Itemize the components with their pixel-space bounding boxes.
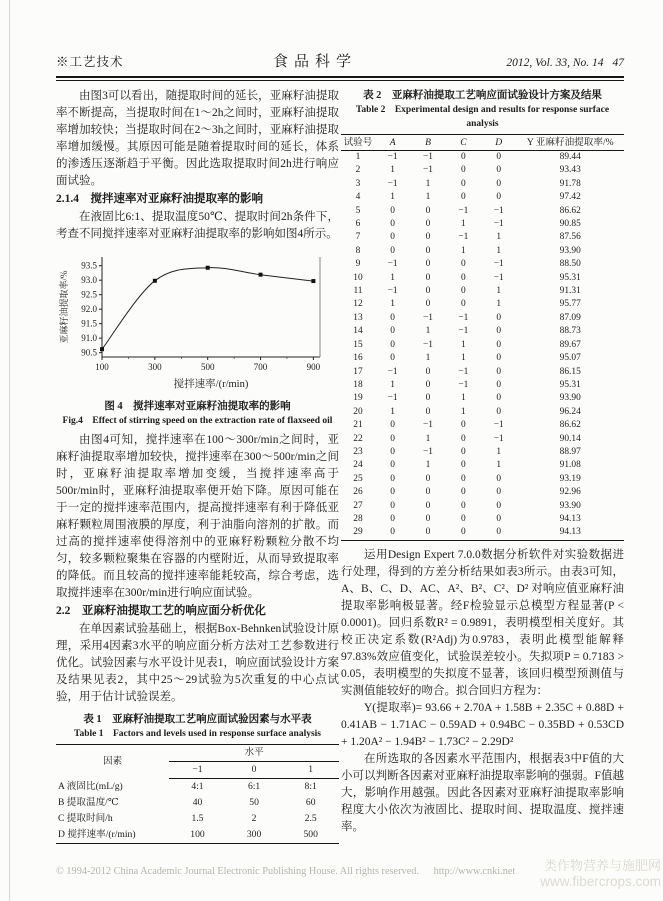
table-cell: 0 <box>425 366 431 377</box>
table-cell: 100 <box>190 829 205 840</box>
table-cell: 95.31 <box>559 379 581 390</box>
table-cell: 18 <box>353 379 363 390</box>
table-cell: −1 <box>423 446 433 457</box>
table-cell: 94.13 <box>559 513 581 524</box>
table1-level-header: 水平 <box>169 745 339 762</box>
table-cell: 1 <box>496 446 502 457</box>
table-cell: 0 <box>390 420 395 431</box>
table-cell: 0 <box>390 527 395 538</box>
table-cell: 21 <box>353 420 363 431</box>
table-cell: 1 <box>425 178 431 189</box>
table-cell: 93.90 <box>559 393 581 404</box>
table-cell: 0 <box>425 219 431 230</box>
table-cell: 91.08 <box>559 460 581 471</box>
table-cell: 0 <box>425 205 431 216</box>
figure4 <box>56 247 339 397</box>
table1-factor-header: 因素 <box>103 755 123 767</box>
table-cell: 2.5 <box>304 813 317 824</box>
table-cell: 87.09 <box>559 312 581 323</box>
paragraph-stirring-intro: 在液固比6:1、提取温度50℃、提取时间2h条件下，考查不同搅拌速率对亚麻籽油提取率的影响如图4所示。 <box>56 211 339 240</box>
table-cell: 93.90 <box>559 500 581 511</box>
table-cell: 97.42 <box>559 192 581 203</box>
section-heading-2-1-4: 2.1.4 搅拌速率对亚麻籽油提取率的影响 <box>56 193 263 205</box>
table-cell: 1 <box>425 460 431 471</box>
table-cell: 1 <box>461 406 466 417</box>
table-cell: 1 <box>390 192 395 203</box>
table-cell: A 液固比(mL/g) <box>58 780 123 792</box>
table-cell: −1 <box>458 312 469 323</box>
table1-title-en: Table 1 Factors and levels used in response surface analysis <box>73 729 322 739</box>
svg-text:100: 100 <box>95 362 109 372</box>
table-cell: 0 <box>390 219 395 230</box>
table-cell: 1 <box>390 406 395 417</box>
table-cell: 0 <box>390 460 395 471</box>
table-cell: 6 <box>355 219 361 230</box>
table-cell: 0 <box>390 339 395 350</box>
table-cell: 0 <box>425 487 431 498</box>
table-row <box>341 325 624 338</box>
table-row <box>341 500 624 513</box>
table-cell: −1 <box>423 152 433 162</box>
table-cell: 86.15 <box>559 366 581 377</box>
svg-text:搅拌速率/(r/min): 搅拌速率/(r/min) <box>173 379 249 390</box>
table-cell: −1 <box>493 272 504 283</box>
svg-text:亚麻籽油提取率/%: 亚麻籽油提取率/% <box>59 270 69 344</box>
table-row <box>341 419 624 432</box>
table-cell: 96.24 <box>559 406 581 417</box>
table-cell: 0 <box>390 312 395 323</box>
table-cell: −1 <box>423 339 433 350</box>
table-cell: 0 <box>496 527 502 538</box>
journal-title: 食品科学 <box>272 54 357 70</box>
table-cell: 3 <box>355 178 361 189</box>
table-cell: 0 <box>390 232 395 243</box>
table-row <box>341 245 624 258</box>
paragraph-extraction-time: 由图3可以看出，随提取时间的延长，亚麻籽油提取率不断提高，当提取时间在1～2h之间时，亚麻籽油提取率增加较快；当提取时间在2～3h之间时，亚麻籽油提取率增加缓慢。其原因可能是随着提取时间的延长，体系的渗透压逐渐趋于平衡。因此选取提取时间2h进行响应面试验。 <box>56 90 339 187</box>
table-cell: 1 <box>425 353 431 364</box>
table-cell: 95.31 <box>559 272 581 283</box>
table-cell: 88.50 <box>559 259 581 270</box>
svg-text:91.5: 91.5 <box>81 318 97 329</box>
table-cell: −1 <box>458 205 469 216</box>
table-row <box>341 298 624 311</box>
table-row <box>341 352 624 365</box>
table-cell: −1 <box>458 232 469 243</box>
table-cell: C 提取时间/h <box>58 813 113 824</box>
issue-text: 2012, Vol. 33, No. 14 <box>506 57 604 69</box>
paragraph-stirring-discussion: 由图4可知，搅拌速率在100～300r/min之间时，亚麻籽油提取率增加较快，搅拌速率在300～500r/min之间时，亚麻籽油提取率增加变缓，当搅拌速率高于500r/min时，亚麻籽油提取率便开始下降。原因可能在于一定的搅拌速率范围内，提高搅拌速率有利于降低亚麻籽颗粒周围液膜的厚度，利于油脂向溶剂的扩散。而过高的搅拌速率使得溶剂中的亚麻籽粉颗粒分散不均匀，较多颗粒聚集在容器的内壁附近，从而导致提取率的降低。而且较高的搅拌速率能耗较高，综合考虑，选取搅拌速率在300r/min进行响应面试验。 <box>56 434 339 599</box>
table-cell: 11 <box>353 286 363 297</box>
table-row <box>56 795 339 811</box>
table-cell: 88.73 <box>559 326 581 337</box>
table-cell: 0 <box>496 379 502 390</box>
footer-url: http://www.cnki.net <box>433 866 516 877</box>
table-row <box>341 164 624 177</box>
table-cell: 1 <box>390 272 395 283</box>
table-cell: 0 <box>425 232 431 243</box>
regression-equation: Y(提取率)= 93.66 + 2.70A + 1.58B + 2.35C + 0.88D + 0.41AB − 1.71AC − 0.59AD + 0.94BC − 0.35BD + 0.53CD + 1.20A² − 1.94B² − 1.73C² − 2.29D² <box>341 701 624 748</box>
journal-issue-info <box>506 57 624 69</box>
table-cell: 0 <box>425 259 431 270</box>
table2-header-c: C <box>446 135 481 151</box>
table-cell: 0 <box>461 460 466 471</box>
table-cell: 0 <box>425 513 431 524</box>
table-cell: 1 <box>496 232 502 243</box>
table-cell: 93.90 <box>559 245 581 256</box>
table-row <box>341 433 624 446</box>
table-cell: 1 <box>461 353 466 364</box>
table-cell: 1 <box>425 326 431 337</box>
table-row <box>341 526 624 540</box>
table-cell: 90.85 <box>559 219 581 230</box>
table-row <box>341 486 624 499</box>
table-row <box>341 392 624 405</box>
table-cell: 0 <box>496 339 502 350</box>
table-cell: 0 <box>390 326 395 337</box>
left-column <box>56 88 339 844</box>
table-cell: −1 <box>387 366 398 377</box>
watermark <box>540 858 661 890</box>
table-cell: 86.62 <box>559 205 581 216</box>
table-cell: 14 <box>353 326 363 337</box>
svg-text:300: 300 <box>148 362 162 372</box>
table-cell: 2 <box>355 165 361 176</box>
table-cell: 93.19 <box>559 473 581 484</box>
table-cell: 89.67 <box>559 339 581 350</box>
paragraph-anova: 运用Design Expert 7.0.0数据分析软件对实验数据进行处理，得到的方差分析结果如表3所示。由表3可知，A、B、C、D、AC、A²、B²、C²、D² 对响应值亚麻籽油提取率影响极显著。经F检验显示总模型方程显著(P < 0.0001)。回归系数R² = 0.9891，表明模型相关度好。其校正决定系数(R²Adj)为0.9783，表明此模型能解释97.83%效应值变化，试验误差较小。失拟项P = 0.7183 > 0.05，表明模型的失拟度不显著，该回归模型预测值与实测值能较好的吻合。拟合回归方程为： <box>341 548 624 697</box>
table-cell: 94.13 <box>559 527 581 538</box>
table-cell: 0 <box>425 299 431 310</box>
svg-text:93.0: 93.0 <box>81 275 97 286</box>
table-cell: 0 <box>496 326 502 337</box>
table2-header-a: A <box>375 135 410 151</box>
svg-text:700: 700 <box>253 362 268 372</box>
table-row <box>341 231 624 244</box>
table-row <box>341 406 624 419</box>
table-cell: 0 <box>390 473 395 484</box>
table-cell: 0 <box>425 245 431 256</box>
table-cell: 8:1 <box>304 781 317 792</box>
table-cell: −1 <box>493 433 504 444</box>
header-double-rule <box>56 76 624 81</box>
table-cell: 1 <box>461 339 466 350</box>
paragraph-factor-ranking: 在所选取的各因素水平范围内，根据表3中F值的大小可以判断各因素对亚麻籽油提取率影响的强弱。F值越大，影响作用越强。因此各因素对亚麻籽油提取率影响程度大小依次为液固比、提取时间、提取温度、搅拌速率。 <box>341 752 624 833</box>
table-cell: −1 <box>458 366 469 377</box>
table-cell: 92.96 <box>559 487 581 498</box>
table-cell: −1 <box>387 178 398 189</box>
table-cell: 0 <box>461 446 466 457</box>
table-cell: −1 <box>458 326 469 337</box>
table-cell: 0 <box>390 513 395 524</box>
table-cell: −1 <box>387 259 398 270</box>
table-cell: −1 <box>493 259 504 270</box>
table-cell: 16 <box>353 353 363 364</box>
table-cell: 7 <box>355 232 361 243</box>
table-cell: 4:1 <box>191 781 204 792</box>
table-cell: 300 <box>246 829 262 840</box>
table-cell: 0 <box>425 500 431 511</box>
table-row <box>341 218 624 231</box>
svg-text:91.0: 91.0 <box>81 333 97 344</box>
table-cell: 0 <box>461 299 466 310</box>
table-cell: 5 <box>355 205 361 216</box>
table1-title-cn: 表 1 亚麻籽油提取工艺响应面试验因素与水平表 <box>83 714 312 725</box>
table-cell: 95.77 <box>559 299 581 310</box>
page-number: 47 <box>612 57 624 69</box>
table-cell: 1 <box>355 152 361 162</box>
table-row <box>56 779 339 796</box>
svg-text:900: 900 <box>306 362 321 372</box>
table-cell: 27 <box>353 500 363 511</box>
table-cell: 0 <box>461 513 466 524</box>
table-cell: 0 <box>496 178 502 189</box>
table-cell: 0 <box>496 513 502 524</box>
svg-text:93.5: 93.5 <box>81 260 97 271</box>
table-cell: 1 <box>496 245 502 256</box>
table-cell: 0 <box>496 192 502 203</box>
page-header <box>56 50 624 81</box>
table-cell: 13 <box>353 312 363 323</box>
table-cell: 1 <box>425 192 431 203</box>
table-cell: −1 <box>387 393 398 404</box>
table-cell: 0 <box>461 500 466 511</box>
table-cell: 1 <box>390 299 395 310</box>
table-cell: 0 <box>496 393 502 404</box>
table2-head <box>341 135 624 151</box>
table-cell: 87.56 <box>559 232 581 243</box>
table-cell: D 搅拌速率/(r/min) <box>58 829 136 840</box>
table-cell: 40 <box>192 797 203 808</box>
table-cell: 0 <box>496 406 502 417</box>
table-cell: 1.5 <box>191 813 204 824</box>
table1-level-col: 1 <box>282 762 339 779</box>
table-cell: 4 <box>355 192 361 203</box>
table-cell: 1 <box>496 299 502 310</box>
table-cell: 90.14 <box>559 433 581 444</box>
table1 <box>56 744 339 844</box>
table-cell: −1 <box>458 379 469 390</box>
table-row <box>341 366 624 379</box>
table-cell: 10 <box>353 272 363 283</box>
table-cell: 28 <box>353 513 363 524</box>
table-cell: −1 <box>493 205 504 216</box>
figure4-chart <box>56 247 339 397</box>
table-cell: 0 <box>425 286 431 297</box>
table-cell: 0 <box>390 353 395 364</box>
figure4-caption-en: Fig.4 Effect of stirring speed on the extraction rate of flaxseed oil <box>62 416 333 426</box>
watermark-site-url: www.fibercrops.com <box>540 874 661 889</box>
table-cell: 2 <box>251 813 257 824</box>
table-cell: 1 <box>461 245 466 256</box>
table-cell: 0 <box>425 406 431 417</box>
table-row <box>341 258 624 271</box>
table2-wrap <box>341 134 624 541</box>
table-cell: 500 <box>303 829 318 840</box>
table-cell: 1 <box>461 219 466 230</box>
table-row <box>341 151 624 165</box>
table2-title-en: Table 2 Experimental design and results for response surface analysis <box>355 105 610 129</box>
table1-head <box>56 745 339 779</box>
table-row <box>341 379 624 392</box>
table-row <box>341 205 624 218</box>
table-cell: 86.62 <box>559 420 581 431</box>
table-cell: 0 <box>390 205 395 216</box>
table-row <box>341 459 624 472</box>
table-cell: 26 <box>353 487 363 498</box>
table-cell: 0 <box>496 366 502 377</box>
table2 <box>341 134 624 541</box>
table-cell: 0 <box>390 446 395 457</box>
table-cell: −1 <box>423 165 433 176</box>
table-cell: −1 <box>423 312 433 323</box>
page-scan-edge <box>9 0 10 901</box>
table-cell: 0 <box>390 500 395 511</box>
watermark-site-name: 类作物营养与施肥网 <box>543 858 661 873</box>
table2-body <box>341 151 624 541</box>
table-cell: 0 <box>425 379 431 390</box>
table2-header-d: D <box>481 135 516 151</box>
table-cell: 1 <box>425 433 431 444</box>
table-cell: 0 <box>390 245 395 256</box>
header-section-label: ※工艺技术 <box>56 55 124 69</box>
table-cell: 25 <box>353 473 363 484</box>
table-cell: 0 <box>461 473 466 484</box>
table-cell: 22 <box>353 433 363 444</box>
table-cell: 50 <box>249 797 259 808</box>
table1-level-col: 0 <box>226 762 283 779</box>
figure4-caption-cn: 图 4 搅拌速率对亚麻籽油提取率的影响 <box>104 401 291 412</box>
table-cell: 0 <box>425 527 431 538</box>
table-cell: 0 <box>425 473 431 484</box>
section-heading-2-2: 2.2 亚麻籽油提取工艺的响应面分析优化 <box>56 605 266 617</box>
table-cell: 9 <box>355 259 361 270</box>
table-cell: 17 <box>353 366 363 377</box>
table-cell: 1 <box>496 460 502 471</box>
table-row <box>56 811 339 827</box>
paragraph-rsm-design: 在单因素试验基础上，根据Box-Behnken试验设计原理，采用4因素3水平的响应面分析方法对工艺参数进行优化。试验因素与水平设计见表1，响应面试验设计方案及结果见表2，其中25～29试验为5次重复的中心点试验，用于估计试验误差。 <box>56 623 339 703</box>
table1-level-col: −1 <box>169 762 226 779</box>
table-row <box>341 513 624 526</box>
table2-header-run: 试验号 <box>341 135 375 151</box>
table-row <box>341 446 624 459</box>
svg-text:92.0: 92.0 <box>81 304 97 315</box>
svg-text:92.5: 92.5 <box>81 289 97 300</box>
table-cell: 0 <box>496 353 502 364</box>
table-cell: B 提取温度/℃ <box>58 797 119 808</box>
table-cell: 0 <box>461 433 466 444</box>
table2-header-y: Y 亚麻籽油提取率/% <box>516 135 624 151</box>
table-cell: 8 <box>355 245 361 256</box>
table-row <box>341 285 624 298</box>
table-cell: 24 <box>353 460 363 471</box>
footer-copyright: © 1994-2012 China Academic Journal Electronic Publishing House. All rights reserved. <box>56 866 419 877</box>
right-column <box>341 88 624 836</box>
table-cell: 19 <box>353 393 363 404</box>
table-cell: 0 <box>461 420 466 431</box>
table-cell: 0 <box>496 312 502 323</box>
table-cell: 60 <box>305 797 316 808</box>
table-cell: −1 <box>493 219 504 230</box>
table-cell: 0 <box>461 286 466 297</box>
svg-text:90.5: 90.5 <box>81 347 97 358</box>
table-cell: 29 <box>353 527 363 538</box>
table1-body <box>56 779 339 844</box>
table-cell: 0 <box>390 433 395 444</box>
table-cell: 0 <box>496 165 502 176</box>
table-cell: 88.97 <box>559 446 581 457</box>
table-cell: 0 <box>461 152 466 162</box>
table-cell: 1 <box>390 379 395 390</box>
table-cell: 95.07 <box>559 353 581 364</box>
table-cell: 0 <box>425 272 431 283</box>
table-cell: −1 <box>423 420 433 431</box>
table-cell: 20 <box>353 406 363 417</box>
table-row <box>341 272 624 285</box>
table-cell: 0 <box>461 192 466 203</box>
table-row <box>341 473 624 486</box>
table-cell: 93.43 <box>559 165 581 176</box>
table-cell: 23 <box>353 446 363 457</box>
table-row <box>341 312 624 325</box>
table-row <box>341 178 624 191</box>
table-cell: 1 <box>390 165 395 176</box>
table-row <box>341 339 624 352</box>
table-cell: 91.31 <box>559 286 581 297</box>
table-cell: 0 <box>496 152 502 162</box>
table-cell: 0 <box>461 178 466 189</box>
table-cell: 0 <box>461 487 466 498</box>
table-cell: 0 <box>496 500 502 511</box>
table-cell: −1 <box>493 420 504 431</box>
table-cell: 0 <box>461 165 466 176</box>
table-cell: 89.44 <box>559 152 581 162</box>
table2-header-b: B <box>410 135 445 151</box>
table-cell: 0 <box>390 487 395 498</box>
table-cell: −1 <box>387 286 398 297</box>
table-cell: 1 <box>496 286 502 297</box>
table-row <box>56 827 339 844</box>
table-cell: 0 <box>461 259 466 270</box>
table2-title-cn: 表 2 亚麻籽油提取工艺响应面试验设计方案及结果 <box>363 90 602 101</box>
table-cell: 0 <box>461 527 466 538</box>
table-cell: 1 <box>461 393 466 404</box>
table-cell: 12 <box>353 299 363 310</box>
table-cell: 6:1 <box>247 781 261 792</box>
table-cell: 91.78 <box>559 178 581 189</box>
table-cell: 15 <box>353 339 363 350</box>
table-cell: 0 <box>496 473 502 484</box>
table-cell: 0 <box>425 393 431 404</box>
table-cell: 0 <box>496 487 502 498</box>
table-row <box>341 191 624 204</box>
table-cell: −1 <box>387 152 398 162</box>
table-cell: 0 <box>461 272 466 283</box>
svg-text:500: 500 <box>200 362 215 372</box>
